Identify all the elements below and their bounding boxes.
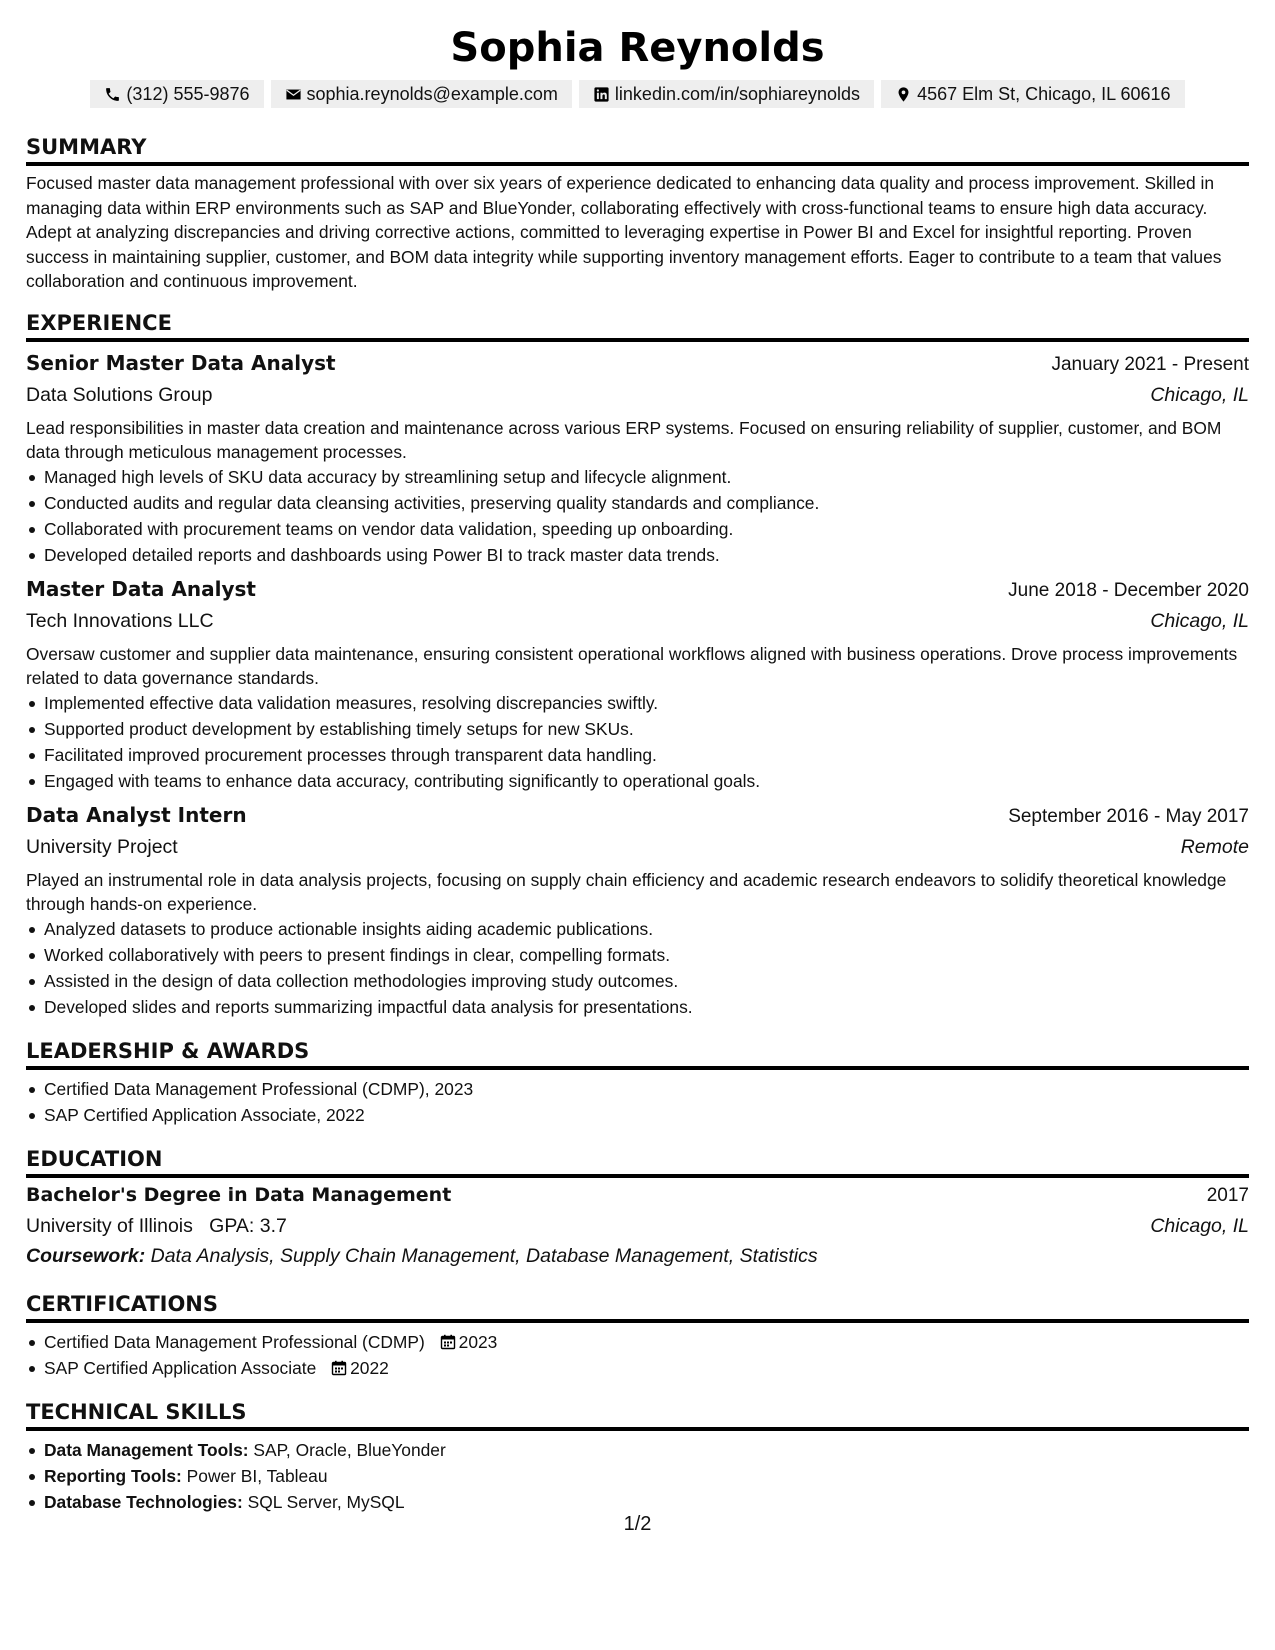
skill-category: Data Management Tools: xyxy=(44,1439,249,1460)
leadership-section xyxy=(26,1038,1249,1128)
job-title: Data Analyst Intern xyxy=(26,802,247,827)
job-bullets xyxy=(26,464,1249,568)
job-bullets xyxy=(26,916,1249,1020)
section-title-experience: EXPERIENCE xyxy=(26,310,1249,342)
experience-section xyxy=(26,310,1249,1020)
job-bullets xyxy=(26,690,1249,794)
list-item: Analyzed datasets to produce actionable insights aiding academic publications. xyxy=(26,916,1249,942)
list-item: Collaborated with procurement teams on vendor data validation, speeding up onboarding. xyxy=(26,516,1249,542)
list-item xyxy=(26,1463,1249,1489)
skill-values: SAP, Oracle, BlueYonder xyxy=(253,1439,446,1460)
education-section xyxy=(26,1146,1249,1271)
page-number: 1/2 xyxy=(623,1513,652,1535)
linkedin-icon xyxy=(593,86,610,103)
skills-section xyxy=(26,1399,1249,1515)
skills-list xyxy=(26,1437,1249,1515)
graduation-year: 2017 xyxy=(1206,1184,1249,1206)
job-description: Oversaw customer and supplier data maintenance, ensuring consistent operational workflows aligned with business operations. Drove process improvements related to data governance standards. xyxy=(26,643,1238,688)
school-location: Chicago, IL xyxy=(1150,1214,1249,1237)
job-dates: January 2021 - Present xyxy=(1051,353,1249,375)
section-title-certifications: CERTIFICATIONS xyxy=(26,1291,1249,1323)
summary-section xyxy=(26,134,1249,294)
gpa: GPA: 3.7 xyxy=(209,1214,287,1237)
job-entry xyxy=(26,574,1249,794)
list-item xyxy=(26,1489,1249,1515)
calendar-icon xyxy=(331,1360,347,1376)
coursework xyxy=(26,1241,1249,1271)
skill-values: SQL Server, MySQL xyxy=(247,1491,405,1512)
coursework-label: Coursework: xyxy=(26,1244,146,1267)
job-title: Master Data Analyst xyxy=(26,576,256,601)
job-company: Tech Innovations LLC xyxy=(26,609,214,632)
degree-title: Bachelor's Degree in Data Management xyxy=(26,1183,452,1206)
list-item xyxy=(26,1437,1249,1463)
list-item: SAP Certified Application Associate, 2022 xyxy=(26,1102,1249,1128)
contact-email[interactable] xyxy=(271,80,572,108)
list-item: Engaged with teams to enhance data accuracy, contributing significantly to operational goals. xyxy=(26,768,1249,794)
email-text: sophia.reynolds@example.com xyxy=(306,84,558,104)
list-item: Supported product development by establishing timely setups for new SKUs. xyxy=(26,716,1249,742)
contact-bar xyxy=(26,80,1249,108)
summary-text: Focused master data management professional with over six years of experience dedicated to enhancing data quality and process improvement. Skilled in managing data within ERP environments such as SAP and BlueYonder, collaborating effectively with cross-functional teams to ensure high data accuracy. Adept at analyzing discrepancies and driving corrective actions, committed to leveraging expertise in Power BI and Excel for insightful reporting. Proven success in maintaining supplier, customer, and BOM data integrity while supporting inventory management efforts. Eager to contribute to a team that values collaboration and continuous improvement. xyxy=(26,173,1222,291)
map-pin-icon xyxy=(895,86,912,103)
job-dates: June 2018 - December 2020 xyxy=(1008,579,1249,601)
certifications-section xyxy=(26,1291,1249,1381)
list-item: Certified Data Management Professional (CDMP), 2023 xyxy=(26,1076,1249,1102)
certification-name: SAP Certified Application Associate xyxy=(44,1357,317,1378)
contact-linkedin[interactable] xyxy=(579,80,874,108)
section-title-education: EDUCATION xyxy=(26,1146,1249,1178)
job-entry xyxy=(26,800,1249,1020)
job-description: Played an instrumental role in data analysis projects, focusing on supply chain efficiency and academic research endeavors to solidify theoretical knowledge through hands-on experience. xyxy=(26,869,1227,914)
leadership-list xyxy=(26,1076,1249,1128)
job-company: University Project xyxy=(26,835,178,858)
section-title-skills: TECHNICAL SKILLS xyxy=(26,1399,1249,1431)
address-text: 4567 Elm St, Chicago, IL 60616 xyxy=(917,84,1171,104)
job-entry xyxy=(26,348,1249,568)
job-location: Chicago, IL xyxy=(1150,609,1249,632)
phone-text: (312) 555-9876 xyxy=(126,84,250,104)
list-item: Conducted audits and regular data cleansing activities, preserving quality standards and compliance. xyxy=(26,490,1249,516)
list-item: Managed high levels of SKU data accuracy by streamlining setup and lifecycle alignment. xyxy=(26,464,1249,490)
section-title-leadership: LEADERSHIP & AWARDS xyxy=(26,1038,1249,1070)
list-item: Assisted in the design of data collection methodologies improving study outcomes. xyxy=(26,968,1249,994)
list-item: Implemented effective data validation measures, resolving discrepancies swiftly. xyxy=(26,690,1249,716)
skill-category: Reporting Tools: xyxy=(44,1465,182,1486)
candidate-name: Sophia Reynolds xyxy=(450,25,825,71)
calendar-icon xyxy=(440,1334,456,1350)
job-description: Lead responsibilities in master data creation and maintenance across various ERP systems. Focused on ensuring reliability of supplier, customer, and BOM data through meticulous management processes. xyxy=(26,417,1222,462)
job-location: Chicago, IL xyxy=(1150,383,1249,406)
list-item: Developed detailed reports and dashboards using Power BI to track master data trends. xyxy=(26,542,1249,568)
coursework-list: Data Analysis, Supply Chain Management, Database Management, Statistics xyxy=(150,1244,818,1267)
contact-address xyxy=(881,80,1185,108)
linkedin-text: linkedin.com/in/sophiareynolds xyxy=(614,84,861,104)
list-item xyxy=(26,1355,1249,1381)
list-item: Developed slides and reports summarizing impactful data analysis for presentations. xyxy=(26,994,1249,1020)
list-item: Worked collaboratively with peers to present findings in clear, compelling formats. xyxy=(26,942,1249,968)
certification-year: 2023 xyxy=(458,1331,498,1352)
list-item xyxy=(26,1329,1249,1355)
certification-year: 2022 xyxy=(350,1357,389,1378)
skill-category: Database Technologies: xyxy=(44,1491,243,1512)
phone-icon xyxy=(104,86,121,103)
certifications-list xyxy=(26,1329,1249,1381)
contact-phone[interactable] xyxy=(90,80,263,108)
job-title: Senior Master Data Analyst xyxy=(26,350,336,375)
list-item: Facilitated improved procurement processes through transparent data handling. xyxy=(26,742,1249,768)
job-location: Remote xyxy=(1180,835,1249,858)
school-name: University of Illinois xyxy=(26,1214,193,1237)
skill-values: Power BI, Tableau xyxy=(186,1465,328,1486)
section-title-summary: SUMMARY xyxy=(26,134,1249,166)
job-company: Data Solutions Group xyxy=(26,383,213,406)
envelope-icon xyxy=(285,86,302,103)
certification-name: Certified Data Management Professional (CDMP) xyxy=(44,1331,425,1352)
job-dates: September 2016 - May 2017 xyxy=(1008,805,1249,827)
resume-page xyxy=(26,20,1249,1535)
